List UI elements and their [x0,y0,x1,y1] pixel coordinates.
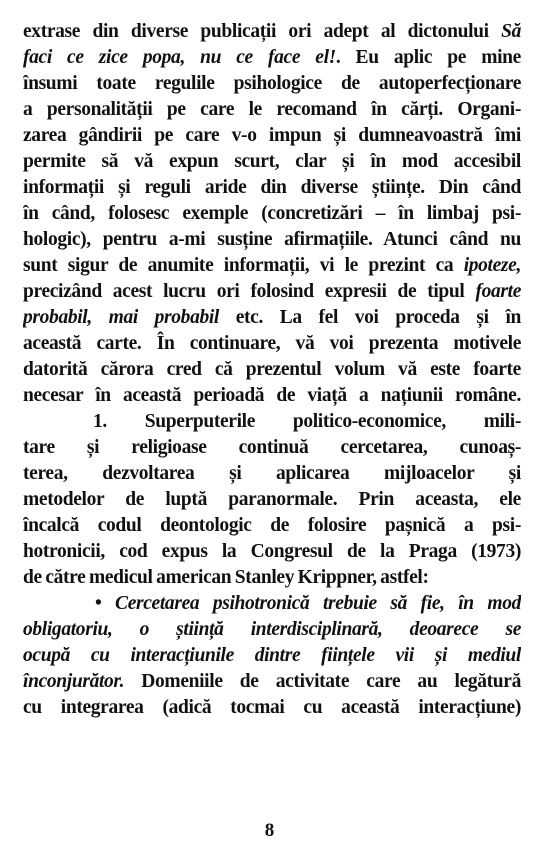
italic-run: ocupă cu interacțiunile dintre ființele vii și mediul [23,645,521,666]
text-run: însumi toate regulile psihologice de autoperfecționare [23,73,521,94]
text-line [23,357,521,383]
italic-run: obligatoriu, o știință interdisciplinară, deoarece se [23,619,521,640]
text-run: hotronicii, cod expus la Congresul de la Praga (1973) [23,541,521,562]
text-line [23,45,521,71]
text-run: încalcă codul deontologic de folosire pașnică a psi- [23,515,521,536]
text-line [23,513,521,539]
text-line [23,617,521,643]
text-run: precizând acest lucru ori folosind expresii de tipul [23,281,476,302]
italic-run: faci ce zice popa, nu ce face el! [23,47,336,68]
text-run: hologic), pentru a-mi susține afirmațiile. Atunci când nu [23,229,521,250]
text-line [23,435,521,461]
text-line [23,175,521,201]
text-run: etc. La fel voi proceda și în [219,307,521,328]
text-line [23,71,521,97]
bullet-line [23,591,521,617]
italic-run: probabil, mai probabil [23,307,220,328]
text-line [23,487,521,513]
numbered-point-heading-line [23,409,521,435]
text-run: . Eu aplic pe mine [335,47,521,68]
text-run: permite să vă expun scurt, clar și în mod accesibil [23,151,521,172]
italic-run: foarte [475,281,521,302]
text-line [23,305,521,331]
text-line [23,695,521,721]
text-run: 1. Superputerile politico-economice, mili- [93,411,521,432]
text-run: tare și religioase continuă cercetarea, cunoaș- [23,437,521,458]
text-run: Domeniile de activitate care au legătură [124,671,521,692]
text-run: terea, dezvoltarea și aplicarea mijloacelor și [23,463,521,484]
text-run: cu integrarea (adică tocmai cu această interacțiune) [23,697,521,718]
text-line [23,149,521,175]
text-run: a personalității pe care le recomand în cărți. Organi- [23,99,521,120]
text-run: metodelor de luptă paranormale. Prin aceasta, ele [23,489,521,510]
text-run: extrase din diverse publicații ori adept al dictonului [23,21,502,42]
text-line [23,565,521,591]
text-line [23,227,521,253]
text-line [23,539,521,565]
italic-run: ipoteze, [463,255,521,276]
text-run: sunt sigur de anumite informații, vi le prezint ca [23,255,464,276]
italic-run: Cercetarea psihotronică trebuie să fie, în mod [115,593,521,614]
text-run: zarea gândirii pe care v-o impun și dumneavoastră îmi [23,125,521,146]
text-line [23,383,521,409]
text-run: datorită cărora cred că prezentul volum vă este foarte [23,359,521,380]
text-line [23,643,521,669]
text-line [23,669,521,695]
text-line [23,19,521,45]
body-text [23,19,521,721]
text-run: această carte. În continuare, vă voi prezenta motivele [23,333,521,354]
italic-run: Să [501,21,521,42]
text-line [23,279,521,305]
text-line [23,123,521,149]
page-number: 8 [264,820,275,841]
text-line [23,331,521,357]
text-line [23,461,521,487]
text-run: în când, folosesc exemple (concretizări – în limbaj psi- [23,203,521,224]
italic-run: înconjurător. [23,671,125,692]
text-line [23,253,521,279]
text-run: informații și reguli aride din diverse științe. Din când [23,177,521,198]
text-line [23,201,521,227]
text-run: de către medicul american Stanley Krippner, astfel: [23,567,429,588]
text-run: • [95,593,116,614]
text-run: necesar în această perioadă de viață a națiunii române. [23,385,521,406]
text-line [23,97,521,123]
